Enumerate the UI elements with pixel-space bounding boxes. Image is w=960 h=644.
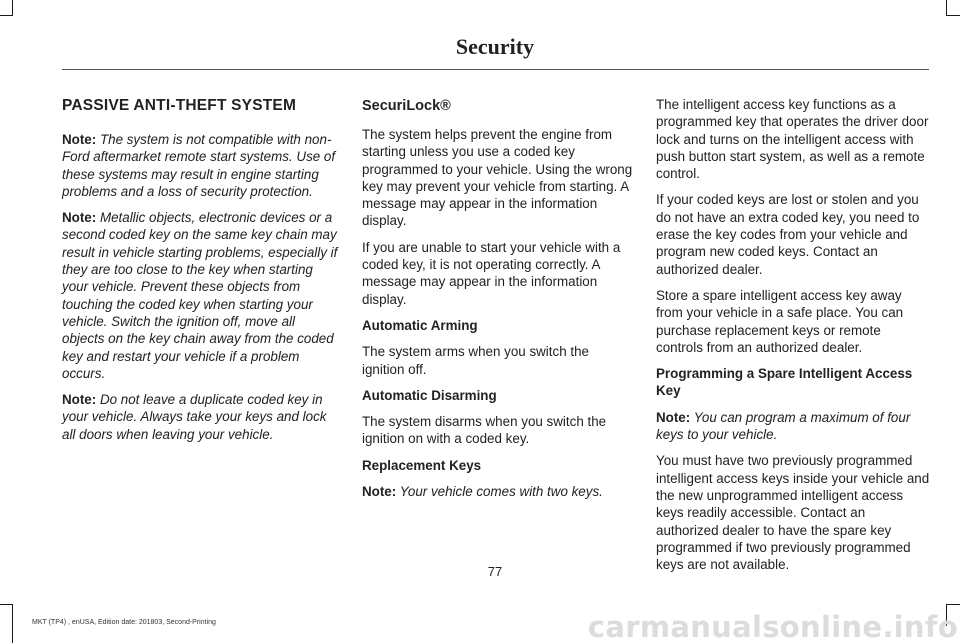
note-text: You can program a maximum of four keys to your vehicle. (656, 409, 911, 443)
subheading-programming: Programming a Spare Intelligent Access Key (656, 366, 913, 399)
subheading-replacement-keys: Replacement Keys (362, 457, 482, 473)
note-text: Do not leave a duplicate coded key in your vehicle. Always take your keys and lock all doors when leaving your vehicle. (62, 392, 327, 442)
note (362, 483, 634, 500)
subheading-arming: Automatic Arming (362, 317, 478, 333)
paragraph: The system helps prevent the engine from starting unless you use a coded key programmed to your vehicle. Using the wrong key may prevent your vehicle from starting. A message may appear in the information display. (362, 127, 633, 229)
header-divider (62, 69, 929, 70)
note-label: Note: (62, 210, 97, 226)
footer-edition: MKT (TP4) , enUSA, Edition date: 201803, Second-Printing (32, 619, 216, 626)
section-heading: PASSIVE ANTI-THEFT SYSTEM (62, 97, 297, 114)
note-text: Metallic objects, electronic devices or a second coded key on the same key chain may result in vehicle starting problems, especially if they are too close to the key when starting your vehicle. Prevent these objects from touching the coded key when starting your vehicle. Switch the ignition off, move all objects on the key chain away from the coded key and restart your vehicle if a problem occurs. (62, 210, 338, 381)
crop-mark (946, 0, 947, 16)
paragraph: If your coded keys are lost or stolen and you do not have an extra coded key, you need to erase the key codes from your vehicle and program new coded keys. Contact an authorized dealer. (656, 192, 920, 277)
paragraph: The system arms when you switch the ignition off. (362, 344, 589, 377)
crop-mark (946, 604, 960, 605)
crop-mark (0, 15, 13, 16)
column-right (656, 96, 931, 582)
watermark: carmanualsonline.info (587, 610, 958, 644)
note-text: Your vehicle comes with two keys. (396, 484, 603, 500)
crop-mark (946, 15, 960, 16)
subsection-heading: SecuriLock® (362, 98, 451, 114)
page-title: Security (455, 34, 535, 59)
paragraph: If you are unable to start your vehicle with a coded key, it is not operating correctly. A message may appear in the information display. (362, 239, 621, 307)
paragraph: Store a spare intelligent access key away from your vehicle in a safe place. You can purchase replacement keys or remote controls from an authorized dealer. (656, 287, 904, 355)
paragraph: The intelligent access key functions as a programmed key that operates the driver door lock and turns on the intelligent access with push button start system, as well as a remote control. (656, 97, 929, 182)
note (62, 391, 340, 443)
note-label: Note: (362, 484, 397, 500)
note (62, 209, 340, 382)
column-middle (362, 96, 634, 509)
note-label: Note: (62, 392, 97, 408)
subheading-disarming: Automatic Disarming (362, 387, 497, 403)
note-text: The system is not compatible with non-Ford aftermarket remote start systems. Use of these systems may result in engine starting problems and a loss of security protection. (62, 132, 336, 199)
paragraph: The system disarms when you switch the ignition on with a coded key. (362, 414, 607, 447)
note (62, 131, 340, 200)
note (656, 409, 931, 444)
column-left (62, 96, 340, 452)
note-label: Note: (62, 132, 97, 147)
paragraph: You must have two previously programmed intelligent access keys inside your vehicle and the new unprogrammed intelligent access keys readily accessible. Contact an authorized dealer to have the spare key programmed if two previously programmed keys are not available. (656, 453, 930, 573)
page-number: 77 (487, 564, 503, 579)
crop-mark (12, 0, 13, 16)
crop-mark (12, 604, 13, 643)
crop-mark (0, 604, 13, 605)
note-label: Note: (656, 409, 691, 425)
